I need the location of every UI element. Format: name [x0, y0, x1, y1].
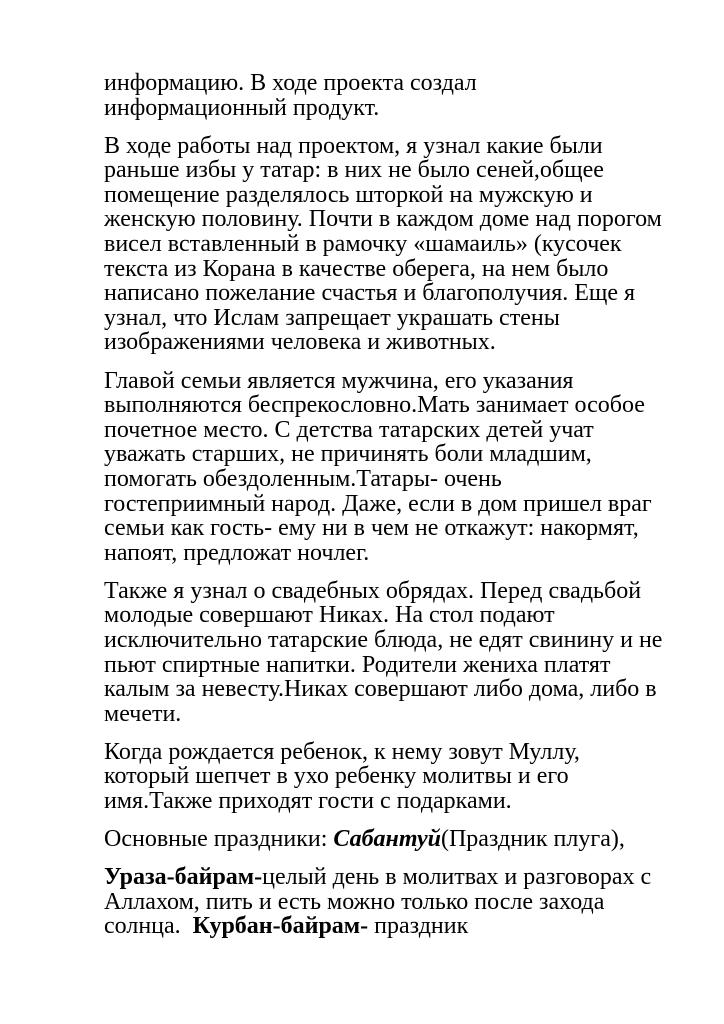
- text-line: узнал, что Ислам запрещает украшать стены: [104, 304, 560, 331]
- text-line: [104, 865, 704, 890]
- text-line: помещение разделялось шторкой на мужскую и: [104, 181, 593, 208]
- text-line: Также я узнал о свадебных обрядах. Перед свадьбой: [104, 577, 642, 604]
- text-line: изображениями человека и животных.: [104, 329, 496, 356]
- text-line: гостеприимный народ. Даже, если в дом пришел враг: [104, 490, 652, 517]
- text-line: исключительно татарские блюда, не едят свинину и не: [104, 626, 663, 653]
- paragraph-birth: [104, 740, 704, 814]
- text-line: имя.Также приходят гости с подарками.: [104, 788, 512, 815]
- text-line: помогать обездоленным.Татары- очень: [104, 465, 502, 492]
- text-line: текста из Корана в качестве оберега, на нем было: [104, 255, 609, 282]
- text-line: раньше избы у татар: в них не было сеней,общее: [104, 157, 604, 184]
- paragraph-uraza: [104, 865, 704, 939]
- text-line: информационный продукт.: [104, 94, 380, 121]
- kurban-description: праздник: [368, 913, 469, 940]
- document-page: [104, 71, 704, 953]
- paragraph-intro: [104, 71, 704, 120]
- text-line: почетное место. С детства татарских детей учат: [104, 416, 594, 443]
- holidays-intro: Основные праздники:: [104, 826, 334, 853]
- paragraph-houses: [104, 134, 704, 355]
- text-line: мечети.: [104, 700, 182, 727]
- paragraph-family: [104, 369, 704, 566]
- text-line: информацию. В ходе проекта создал: [104, 70, 477, 96]
- text-line: Аллахом, пить и есть можно только после захода: [104, 888, 605, 915]
- text-line: висел вставленный в рамочку «шамаиль» (кусочек: [104, 231, 622, 258]
- holiday-sabantuy: Сабантуй: [333, 826, 441, 853]
- text-line: напоят, предложат ночлег.: [104, 539, 370, 566]
- text-line: семьи как гость- ему ни в чем не откажут: накормят,: [104, 515, 639, 542]
- paragraph-holidays: [104, 827, 704, 852]
- paragraph-wedding: [104, 579, 704, 727]
- uraza-line-end: солнца.: [104, 913, 193, 940]
- text-line: который шепчет в ухо ребенку молитвы и его: [104, 763, 569, 790]
- text-line: пьют спиртные напитки. Родители жениха платят: [104, 651, 611, 678]
- text-line: уважать старших, не причинять боли младшим,: [104, 441, 592, 468]
- text-line: написано пожелание счастья и благополучия. Еще я: [104, 280, 636, 307]
- holiday-uraza-bayram: Ураза-байрам-: [104, 864, 263, 891]
- holiday-sabantuy-description: (Праздник плуга),: [440, 826, 625, 853]
- text-line: молодые совершают Никах. На стол подают: [104, 602, 555, 629]
- holiday-kurban-bayram: Курбан-байрам-: [192, 913, 369, 940]
- text-line: Когда рождается ребенок, к нему зовут Муллу,: [104, 738, 580, 765]
- text-line: [104, 827, 704, 852]
- uraza-description: целый день в молитвах и разговорах с: [262, 864, 652, 891]
- text-line: Главой семьи является мужчина, его указания: [104, 367, 574, 394]
- text-line: калым за невесту.Никах совершают либо дома, либо в: [104, 676, 657, 703]
- text-line: [104, 914, 704, 939]
- text-line: женскую половину. Почти в каждом доме над порогом: [104, 206, 662, 233]
- text-line: выполняются беспрекословно.Мать занимает особое: [104, 392, 645, 419]
- text-line: В ходе работы над проектом, я узнал какие были: [104, 132, 603, 159]
